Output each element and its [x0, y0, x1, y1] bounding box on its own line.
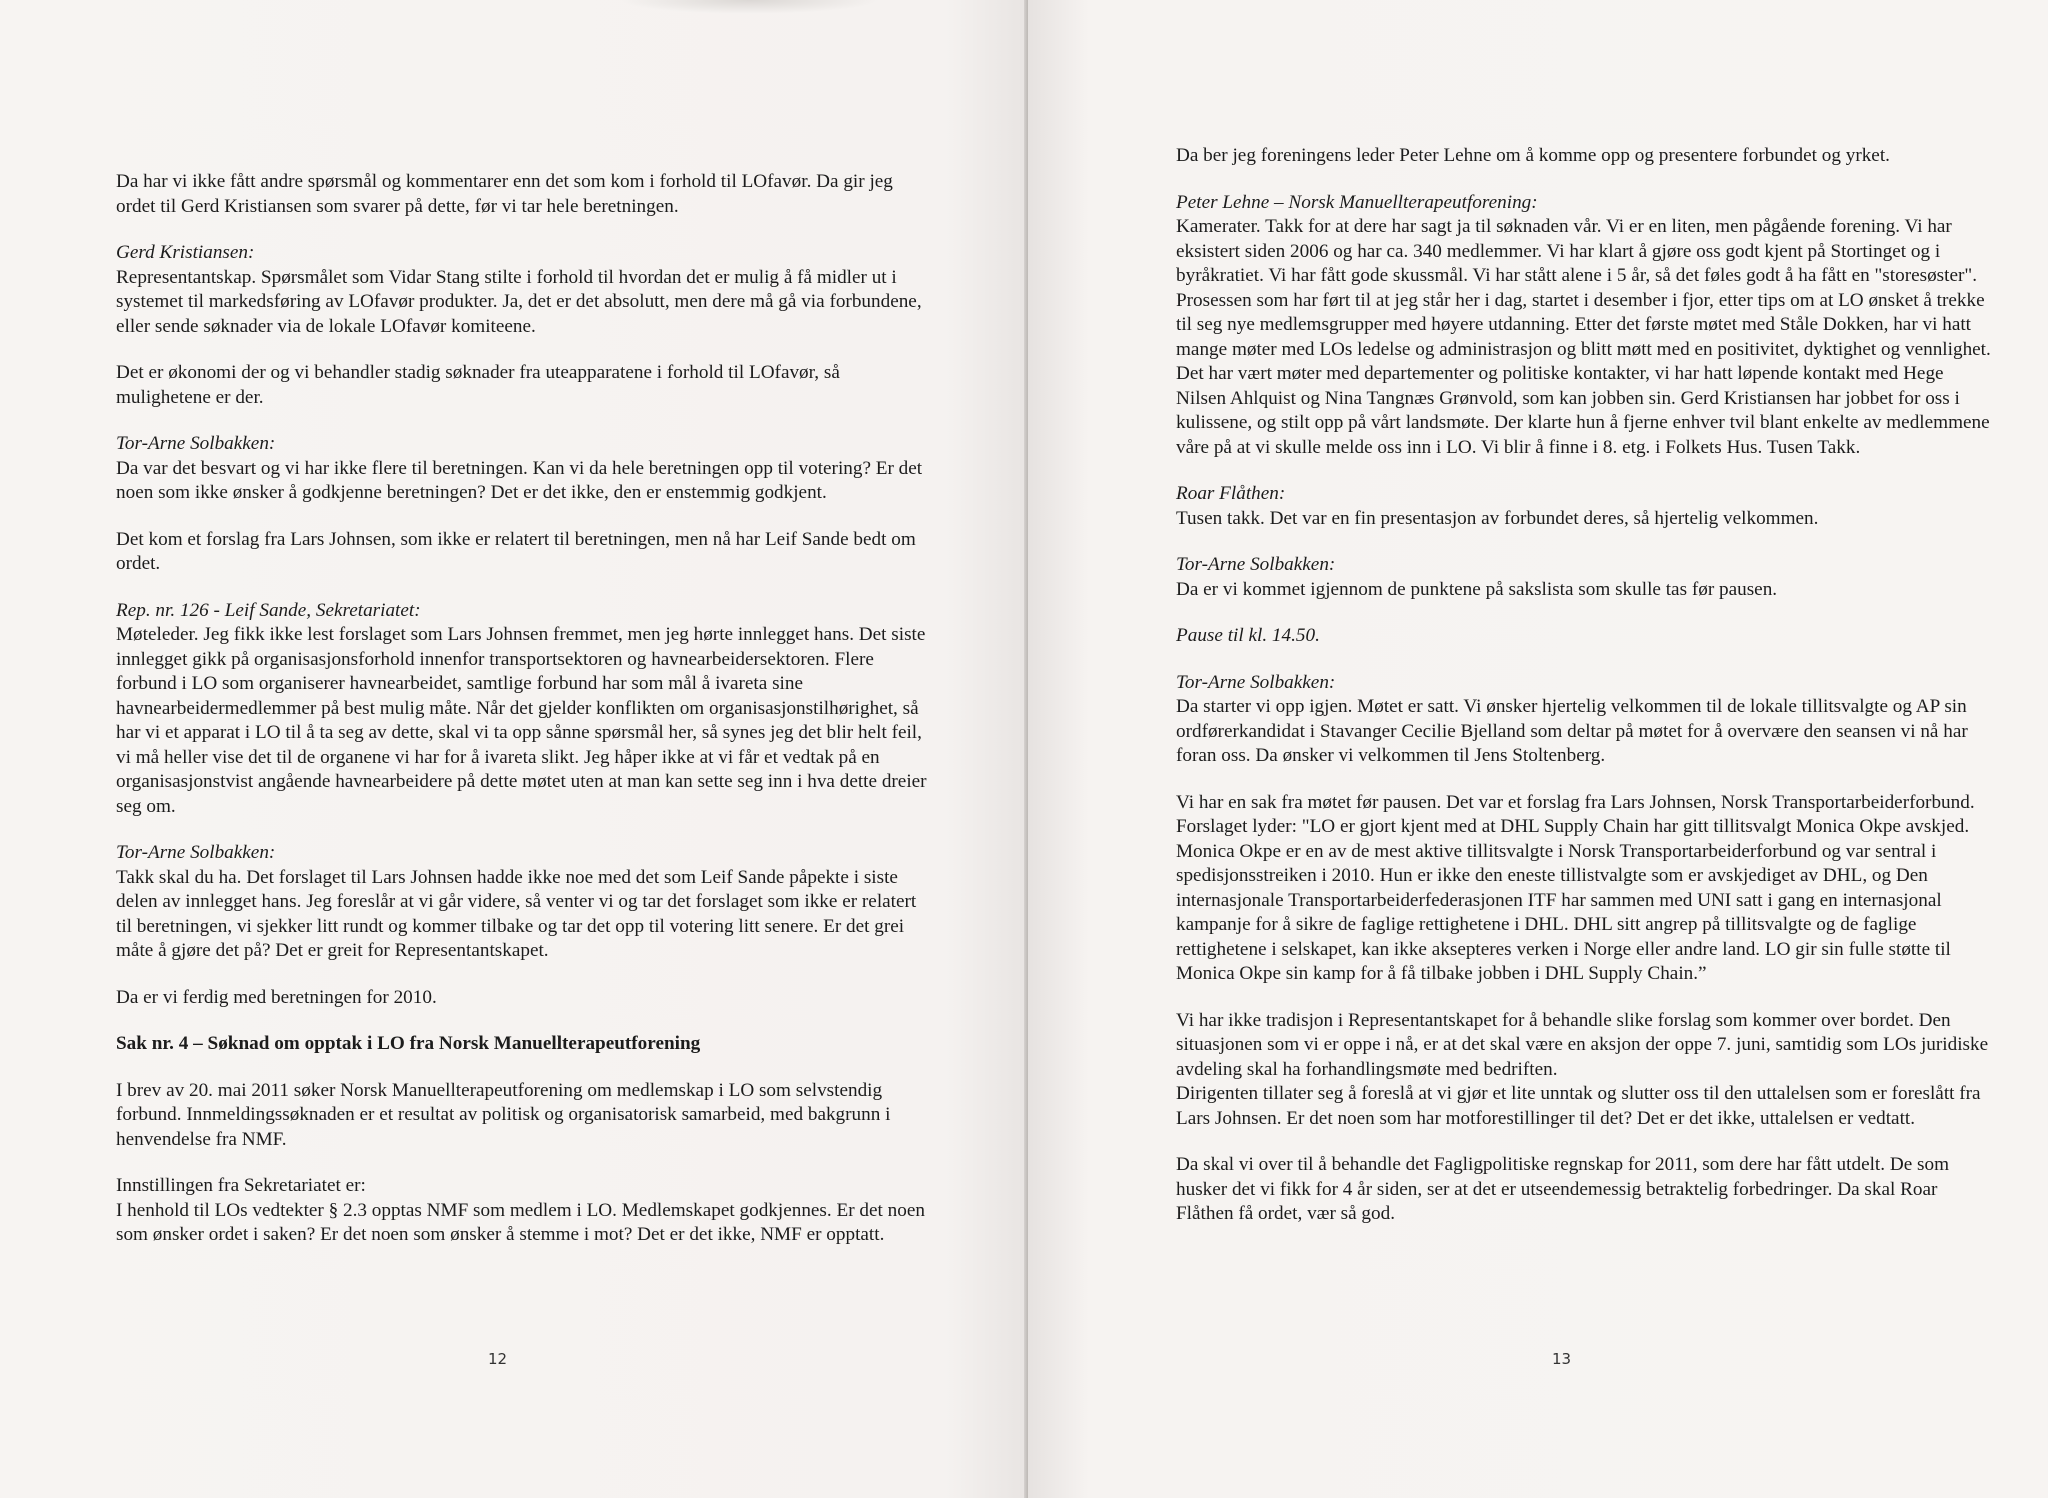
speaker-name: Roar Flåthen:	[1176, 483, 1286, 504]
speaker-block	[1176, 671, 1996, 769]
paragraph: Det er økonomi der og vi behandler stadig søknader fra uteapparatene i forhold til LOfavør, så mulighetene er der.	[116, 362, 840, 408]
paragraph: Dirigenten tillater seg å foreslå at vi gjør et lite unntak og slutter oss til den uttalelsen som er foreslått fra Lars Johnsen. Er det noen som har motforestillinger til det? Det er det ikke, uttalelsen er vedtatt.	[1176, 1083, 1981, 1129]
speaker-name: Tor-Arne Solbakken:	[1176, 671, 1336, 693]
paragraph: Vi har ikke tradisjon i Representantskapet for å behandle slike forslag som kommer over bordet. Den situasjonen som vi er oppe i nå, er at det skal være en aksjon der oppe 7. juni, samtidig som LOs juridiske avdeling skal ha forhandlingsmøte med bedriften.	[1176, 1009, 1989, 1080]
paragraph	[116, 1174, 936, 1248]
paragraph: Da skal vi over til å behandle det Fagligpolitiske regnskap for 2011, som dere har fått utdelt. De som husker det vi fikk for 4 år siden, ser at det er utseendemessig betraktelig forbedringer. Da skal Roar Flåthen få ordet, vær så god.	[1176, 1154, 1949, 1224]
right-page	[1028, 0, 2048, 1498]
speaker-block	[1176, 553, 1996, 602]
speaker-name: Gerd Kristiansen:	[116, 242, 255, 263]
speaker-name: Peter Lehne – Norsk Manuellterapeutforening:	[1176, 191, 1538, 213]
paragraph: Da har vi ikke fått andre spørsmål og kommentarer enn det som kom i forhold til LOfavør. Da gir jeg ordet til Gerd Kristiansen som svarer på dette, før vi tar hele beretningen.	[116, 171, 893, 217]
paragraph: Representantskap. Spørsmålet som Vidar Stang stilte i forhold til hvordan det er mulig å få midler ut i systemet til markedsføring av LOfavør produkter. Ja, det er det absolutt, men dere må gå via forbundene, eller sende søknader via de lokale LOfavør komiteene.	[116, 266, 922, 337]
speaker-block	[1176, 191, 1996, 461]
paragraph: Takk skal du ha. Det forslaget til Lars Johnsen hadde ikke noe med det som Leif Sande påpekte i siste delen av innlegget hans. Jeg foreslår at vi går videre, så venter vi og tar det forslaget som ikke er relatert til beretningen, vi sjekker litt rundt og kommer tilbake og tar det opp til votering litt senere. Er det grei måte å gjøre det på? Det er greit for Representantskapet.	[116, 866, 917, 961]
paragraph: Da var det besvart og vi har ikke flere til beretningen. Kan vi da hele beretningen opp til votering? Er det noen som ikke ønsker å godkjenne beretningen? Det er det ikke, den er enstemmig godkjent.	[116, 457, 923, 503]
speaker-name: Tor-Arne Solbakken:	[116, 842, 276, 863]
section-heading: Sak nr. 4 – Søknad om opptak i LO fra Norsk Manuellterapeutforening	[116, 1033, 701, 1054]
speaker-block	[116, 432, 936, 506]
paragraph: Da er vi ferdig med beretningen for 2010.	[116, 986, 437, 1008]
paragraph: Tusen takk. Det var en fin presentasjon av forbundet deres, så hjertelig velkommen.	[1176, 507, 1819, 529]
speaker-name: Tor-Arne Solbakken:	[1176, 554, 1336, 575]
paragraph: Da ber jeg foreningens leder Peter Lehne om å komme opp og presentere forbundet og yrket.	[1176, 145, 1890, 166]
speaker-block	[116, 841, 936, 964]
pause-note	[1176, 624, 1996, 649]
paragraph: Vi har en sak fra møtet før pausen. Det var et forslag fra Lars Johnsen, Norsk Transportarbeiderforbund. Forslaget lyder: "LO er gjort kjent med at DHL Supply Chain har gitt tillitsvalgt Monica Okpe avskjed. Monica Okpe er en av de mest aktive tillitsvalgte i Norsk Transportarbeiderforbund og var sentral i spedisjonsstreiken i 2010. Hun er ikke den eneste tillistvalgte som er avskjediget av DHL, og Den internasjonale Transportarbeiderfederasjonen ITF har sammen med UNI satt i gang en internasjonal kampanje for å sikre de faglige rettighetene i DHL. DHL sitt angrep på tillitsvalgte og de faglige rettighetene i selskapet, kan ikke aksepteres verken i Norge eller andre land. LO gir sin fulle støtte til Monica Okpe sin kamp for å få tilbake jobben i DHL Supply Chain.”	[1176, 791, 1975, 984]
page-number: 12	[488, 1350, 508, 1368]
page-number: 13	[1552, 1350, 1572, 1368]
left-text-column	[116, 170, 936, 1248]
page-shadow	[620, 0, 880, 14]
speaker-name: Rep. nr. 126 - Leif Sande, Sekretariatet:	[116, 599, 421, 621]
paragraph	[1176, 1009, 1996, 1132]
paragraph: I henhold til LOs vedtekter § 2.3 opptas NMF som medlem i LO. Medlemskapet godkjennes. Er det noen som ønsker ordet i saken? Er det noen som ønsker å stemme i mot? Det er det ikke, NMF er opptatt.	[116, 1199, 925, 1245]
speaker-block	[116, 241, 936, 339]
pause-text: Pause til kl. 14.50.	[1176, 625, 1320, 646]
paragraph: Det kom et forslag fra Lars Johnsen, som ikke er relatert til beretningen, men nå har Leif Sande bedt om ordet.	[116, 528, 916, 574]
right-text-column	[1176, 144, 1996, 1227]
paragraph: Kamerater. Takk for at dere har sagt ja til søknaden vår. Vi er en liten, men pågående forening. Vi har eksistert siden 2006 og har ca. 340 medlemmer. Vi har klart å gjøre oss godt kjent på Stortinget og i byråkratiet. Vi har fått gode skussmål. Vi har stått alene i 5 år, så det føles godt å ha fått en "storesøster". Prosessen som har ført til at jeg står her i dag, startet i desember i fjor, etter tips om at LO ønsket å trekke til seg nye medlemsgrupper med høyere utdanning. Etter det første møtet med Ståle Dokken, har vi hatt mange møter med LOs ledelse og administrasjon og blitt møtt med en positivitet, dyktighet og vennlighet. Det har vært møter med departementer og politiske kontakter, vi har hatt løpende kontakt med Hege Nilsen Ahlquist og Nina Tangnæs Grønvold, som kan jobben sin. Gerd Kristiansen har jobbet for oss i kulissene, og stilt opp på vårt landsmøte. Der klarte hun å fjerne enhver tvil blant enkelte av medlemmene våre på at vi skulle melde oss inn i LO. Vi blir å finne i 8. etg. i Folkets Hus. Tusen Takk.	[1176, 216, 1991, 458]
paragraph: Da starter vi opp igjen. Møtet er satt. Vi ønsker hjertelig velkommen til de lokale tillitsvalgte og AP sin ordførerkandidat i Stavanger Cecilie Bjelland som deltar på møtet for å overvære den seansen vi nå har foran oss. Da ønsker vi velkommen til Jens Stoltenberg.	[1176, 696, 1968, 766]
paragraph: Møteleder. Jeg fikk ikke lest forslaget som Lars Johnsen fremmet, men jeg hørte innlegget hans. Det siste innlegget gikk på organisasjonsforhold innenfor transportsektoren og havnearbeidersektoren. Flere forbund i LO som organiserer havnearbeidet, samtlige forbund har som mål å ivareta sine havnearbeidermedlemmer på best mulig måte. Når det gjelder konflikten om organisasjonstilhørighet, så har vi et apparat i LO til å ta seg av dette, skal vi ta opp sånne spørsmål her, så synes jeg det blir helt feil, vi må heller vise det til de organene vi har for å ivareta slikt. Jeg håper ikke at vi får et vedtak på en organisasjonstvist angående havnearbeidere på dette møtet uten at man kan sette seg inn i hva dette dreier seg om.	[116, 624, 927, 817]
speaker-name: Tor-Arne Solbakken:	[116, 433, 276, 454]
speaker-block	[1176, 482, 1996, 531]
paragraph: I brev av 20. mai 2011 søker Norsk Manuellterapeutforening om medlemskap i LO som selvstendig forbund. Innmeldingssøknaden er et resultat av politisk og organisatorisk samarbeid, med bakgrunn i henvendelse fra NMF.	[116, 1079, 891, 1150]
paragraph: Da er vi kommet igjennom de punktene på sakslista som skulle tas før pausen.	[1176, 578, 1778, 600]
speaker-block	[116, 599, 936, 820]
recommendation-label: Innstillingen fra Sekretariatet er:	[116, 1175, 366, 1196]
